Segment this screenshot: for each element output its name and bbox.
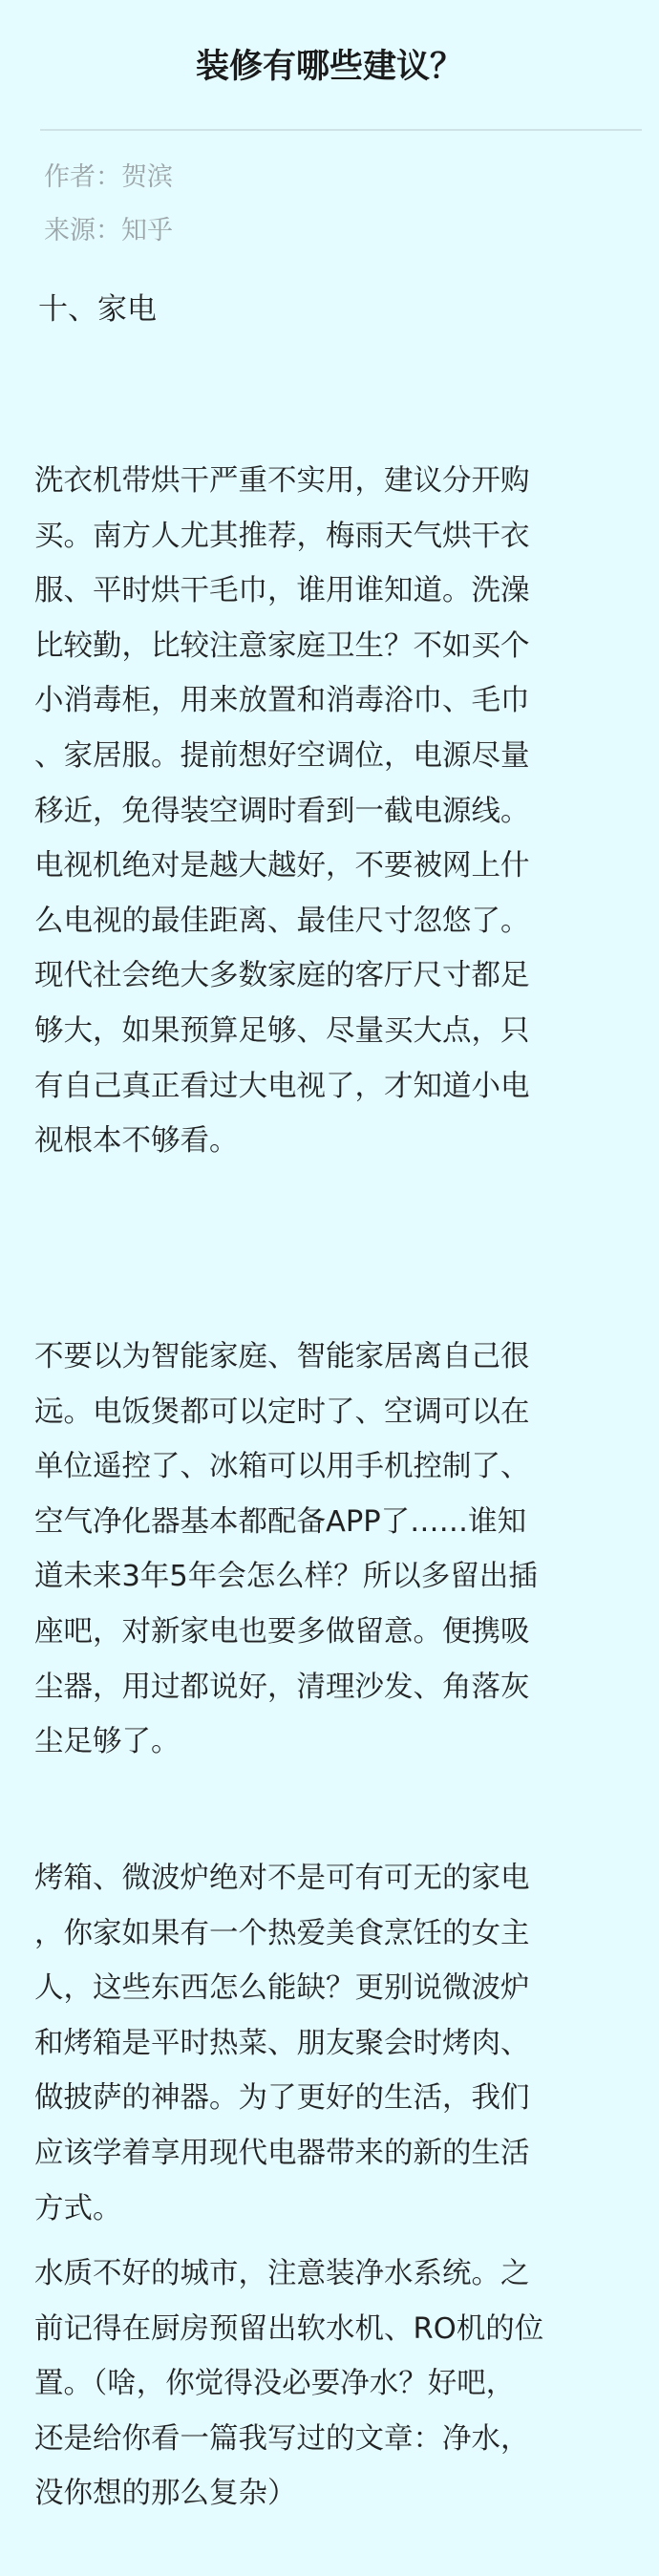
article-title: 装修有哪些建议？ [195,48,463,86]
paragraph-washing-machine: 洗衣机带烘干严重不实用，建议分开购 买。南方人尤其推荐，梅雨天气烘干衣 服、平时烘干毛巾，谁用谁知道。洗澡 比较勤，比较注意家庭卫生？不如买个 小消毒柜，用来放置和消毒浴巾、毛巾 、家居服。提前想好空调位，电源尽量 移近，免得装空调时看到一截电源线。 电视机绝对是越大越好，不要被网上什 么电视的最佳距离、最佳尺寸忽悠了。 现代社会绝大多数家庭的客厅尺寸都足 够大，如果预算足够、尽量买大点，只 有自己真正看过大电视了，才知道小电 视根本不够看。 [34,464,530,1159]
section-heading: 十、家电 [38,292,157,327]
paragraph-oven-microwave: 烤箱、微波炉绝对不是可有可无的家电 ，你家如果有一个热爱美食烹饪的女主 人，这些东西怎么能缺？更别说微波炉 和烤箱是平时热菜、朋友聚会时烤肉、 做披萨的神器。为了更好的生活，我们 应该学着享用现代电器带来的新的生活 方式。 [34,1862,530,2225]
paragraph-smart-home: 不要以为智能家庭、智能家居离自己很 远。电饭煲都可以定时了、空调可以在 单位遥控了、冰箱可以用手机控制了、 空气净化器基本都配备APP了……谁知 道未来3年5年会怎么样？所以多留出插 座吧，对新家电也要多做留意。便携吸 尘器，用过都说好，清理沙发、角落灰 尘足够了。 [34,1340,538,1759]
paragraph-water-purifier: 水质不好的城市，注意装净水系统。之 前记得在厨房预留出软水机、RO机的位 置。（啥，你觉得没必要净水？好吧， 还是给你看一篇我写过的文章：净水， 没你想的那么复杂） [34,2257,544,2511]
source-line: 来源：知乎 [44,216,173,245]
title-divider [40,129,642,131]
author-line: 作者：贺滨 [44,162,173,192]
